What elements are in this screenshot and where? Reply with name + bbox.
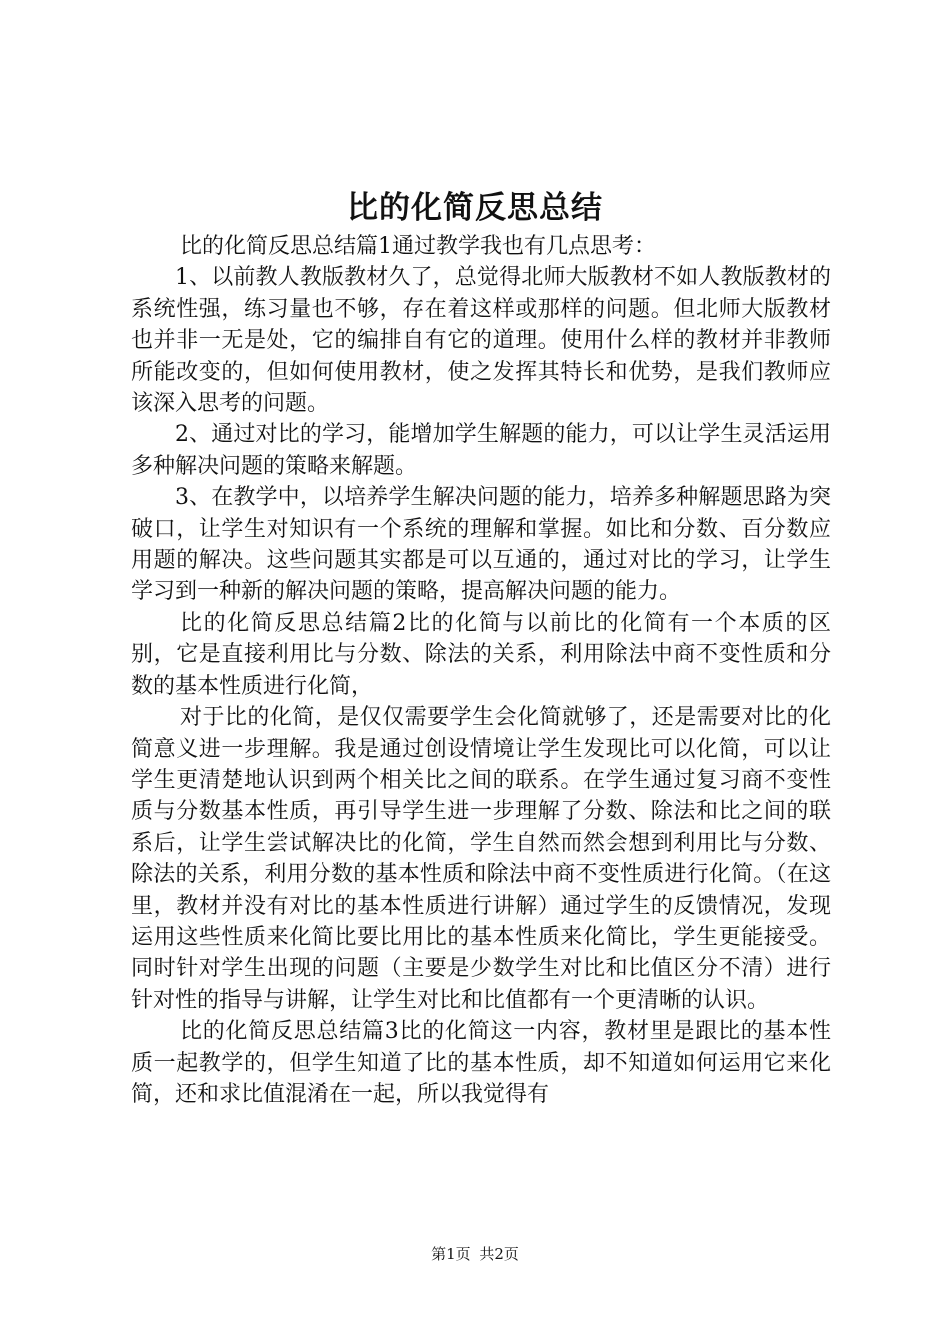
paragraph-point-1: 1、以前教人教版教材久了，总觉得北师大版教材不如人教版教材的系统性强，练习量也不够，存在着这样或那样的问题。但北师大版教材也并非一无是处，它的编排自有它的道理。使用什么样的教材并非教师所能改变的，但如何使用教材，使之发挥其特长和优势，是我们教师应该深入思考的问题。: [131, 265, 831, 417]
paragraph-part-3: 比的化简反思总结篇3比的化简这一内容，教材里是跟比的基本性质一起教学的，但学生知道了比的基本性质，却不知道如何运用它来化简，还和求比值混淆在一起，所以我觉得有: [131, 1019, 831, 1107]
paragraph-part-2-detail: 对于比的化简，是仅仅需要学生会化简就够了，还是需要对比的化简意义进一步理解。我是通过创设情境让学生发现比可以化简，可以让学生更清楚地认识到两个相关比之间的联系。在学生通过复习商不变性质与分数基本性质，再引导学生进一步理解了分数、除法和比之间的联系后，让学生尝试解决比的化简，学生自然而然会想到利用比与分数、除法的关系，利用分数的基本性质和除法中商不变性质进行化简。（在这里，教材并没有对比的基本性质进行讲解）通过学生的反馈情况，发现运用这些性质来化简比要比用比的基本性质来化简比，学生更能接受。同时针对学生出现的问题（主要是少数学生对比和比值区分不清）进行针对性的指导与讲解，让学生对比和比值都有一个更清晰的认识。: [131, 705, 831, 1013]
page-total: 共2页: [479, 1245, 519, 1263]
paragraph-point-3: 3、在教学中，以培养学生解决问题的能力，培养多种解题思路为突破口，让学生对知识有一个系统的理解和掌握。如比和分数、百分数应用题的解决。这些问题其实都是可以互通的，通过对比的学习，让学生学习到一种新的解决问题的策略，提高解决问题的能力。: [131, 485, 831, 605]
paragraph-intro: 比的化简反思总结篇1通过教学我也有几点思考：: [180, 234, 656, 259]
page-number: 第1页: [431, 1245, 471, 1263]
document-title: 比的化简反思总结: [347, 190, 603, 226]
document-body: [131, 231, 831, 1110]
paragraph-part-2: 比的化简反思总结篇2比的化简与以前比的化简有一个本质的区别，它是直接利用比与分数、除法的关系，利用除法中商不变性质和分数的基本性质进行化简，: [131, 610, 831, 699]
paragraph-point-2: 2、通过对比的学习，能增加学生解题的能力，可以让学生灵活运用多种解决问题的策略来解题。: [131, 422, 831, 479]
page-footer: [0, 1244, 950, 1264]
